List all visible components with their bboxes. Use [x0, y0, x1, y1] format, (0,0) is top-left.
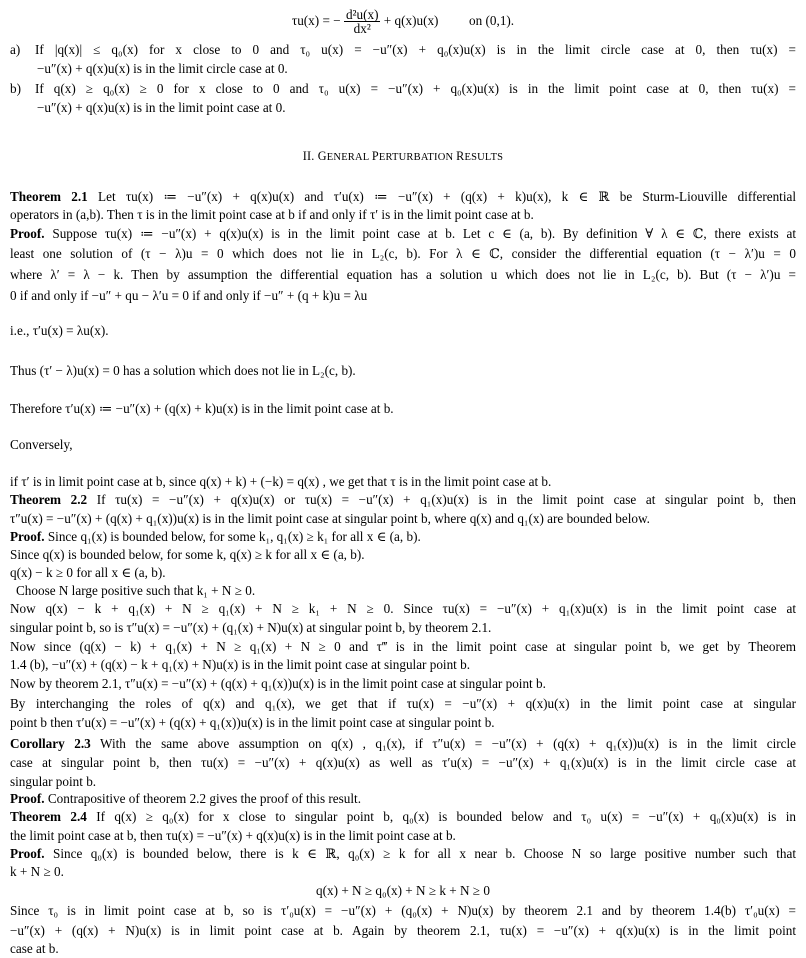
- proof-2-3-label: Proof.: [10, 791, 45, 806]
- fraction-denominator: dx²: [353, 21, 371, 37]
- item-b-line-2: −u″(x) + q(x)u(x) is in the limit point case at 0.: [37, 100, 286, 115]
- theorem-2-1-line-1: [10, 188, 796, 205]
- theorem-2-4-line-1: [10, 808, 796, 825]
- proof-2-1-therefore: Therefore τ′u(x) ≔ −u″(x) + (q(x) + k)u(x) is in the limit point case at b.: [10, 401, 394, 416]
- proof-2-3-text-1: Contrapositive of theorem 2.2 gives the proof of this result.: [47, 791, 361, 806]
- proof-2-4-line-3: Since τ₀ is in limit point case at b, so is τ′₀u(x) = −u″(x) + (q₀(x) + N)u(x) by theorem 2.1 and by theorem 1.4(b) τ′₀u(x) =: [10, 903, 796, 918]
- proof-2-2-line-6: singular point b, so is τ″u(x) = −u″(x) + (q₁(x) + N)u(x) at singular point b, by theorem 2.1.: [10, 620, 492, 635]
- proof-2-1-label: Proof.: [10, 226, 45, 241]
- proof-2-4-line-2: k + N ≥ 0.: [10, 864, 64, 879]
- theorem-2-1-text-1: Let τu(x) ≔ −u″(x) + q(x)u(x) and τ′u(x) ≔ −u″(x) + (q(x) + k)u(x), k ∈ ℝ be Sturm-Liouville differential: [98, 189, 796, 204]
- proof-2-2-line-11: point b then τ′u(x) = −u″(x) + (q(x) + q₁(x))u(x) is in the limit point case at singular point b.: [10, 715, 495, 730]
- proof-2-2-line-5: Now q(x) − k + q₁(x) + N ≥ q₁(x) + N ≥ k₁ + N ≥ 0. Since τu(x) = −u″(x) + q₁(x)u(x) is in the limit point case at: [10, 601, 796, 616]
- item-b-label: b): [10, 81, 21, 96]
- proof-2-1-line-1: [10, 225, 796, 242]
- proof-2-1-thus: Thus (τ′ − λ)u(x) = 0 has a solution which does not lie in L₂(c, b).: [10, 363, 356, 378]
- proof-2-2-line-8: 1.4 (b), −u″(x) + (q(x) − k + q₁(x) + N)u(x) is in the limit point case at singular point b.: [10, 657, 471, 672]
- proof-2-3-line-1: [10, 790, 796, 807]
- proof-2-2-line-3: q(x) − k ≥ 0 for all x ∈ (a, b).: [10, 565, 166, 580]
- section-title-part-3: ESULTS: [464, 152, 504, 163]
- proof-2-2-label: Proof.: [10, 529, 45, 544]
- proof-2-2-line-9: Now by theorem 2.1, τ″u(x) = −u″(x) + (q(x) + q₁(x))u(x) is in the limit point case at singular point b.: [10, 676, 546, 691]
- corollary-2-3-line-3: singular point b.: [10, 774, 97, 789]
- item-b-line-1: [10, 80, 796, 97]
- fraction-numerator: d²u(x): [345, 7, 379, 23]
- item-a-text-1: If |q(x)| ≤ q₀(x) for x close to 0 and τ₀ u(x) = −u″(x) + q₀(x)u(x) is in the limit circle case at 0, then τu(x) =: [35, 42, 796, 57]
- proof-2-4-equation: q(x) + N ≥ q₀(x) + N ≥ k + N ≥ 0: [316, 883, 490, 898]
- corollary-2-3-text-1: With the same above assumption on q(x) , q₁(x), if τ″u(x) = −u″(x) + (q(x) + q₁(x))u(x) is in the limit circle: [100, 736, 796, 751]
- theorem-2-2-line-1: [10, 491, 796, 508]
- theorem-2-2-line-2: τ″u(x) = −u″(x) + (q(x) + q₁(x))u(x) is in the limit point case at singular point b, where q(x) and q₁(x) are bounded below.: [10, 511, 650, 526]
- theorem-2-4-line-2: the limit point case at b, then τu(x) = −u″(x) + q(x)u(x) is in the limit point case at b.: [10, 828, 456, 843]
- theorem-2-2-text-1: If τu(x) = −u″(x) + q(x)u(x) or τu(x) = −u″(x) + q₁(x)u(x) is in the limit point case at singular point b, then: [96, 492, 796, 507]
- item-a-line-1: [10, 41, 796, 58]
- theorem-2-2-label: Theorem 2.2: [10, 492, 88, 507]
- proof-2-2-line-2: Since q(x) is bounded below, for some k, q(x) ≥ k for all x ∈ (a, b).: [10, 547, 365, 562]
- equation-fraction: [344, 8, 381, 35]
- corollary-2-3-line-1: [10, 735, 796, 752]
- proof-2-2-line-10: By interchanging the roles of q(x) and q₁(x), we get that if τu(x) = −u″(x) + q(x)u(x) in the limit point case at singular: [10, 696, 796, 711]
- proof-2-1-conversely: Conversely,: [10, 437, 73, 452]
- item-a-label: a): [10, 42, 21, 57]
- section-title-r: R: [456, 149, 465, 163]
- proof-2-4-text-1: Since q₀(x) is bounded below, there is k ∈ ℝ, q₀(x) ≥ k for all x near b. Choose N so large positive number such that: [53, 846, 796, 861]
- proof-2-1-if: if τ′ is in limit point case at b, since q(x) + k) + (−k) = q(x) , we get that τ is in the limit point case at b.: [10, 474, 552, 489]
- proof-2-1-ie: i.e., τ′u(x) = λu(x).: [10, 323, 109, 338]
- proof-2-1-line-4: 0 if and only if −u″ + qu − λ′u = 0 if and only if −u″ + (q + k)u = λu: [10, 288, 368, 303]
- section-title-part-1: ENERAL: [326, 152, 372, 163]
- proof-2-1-line-2: least one solution of (τ − λ)u = 0 which does not lie in L₂(c, b). For λ ∈ ℂ, consider the differential equation (τ − λ′)u = 0: [10, 246, 796, 261]
- theorem-2-4-text-1: If q(x) ≥ q₀(x) for x close to singular point b, q₀(x) is bounded below and τ₀ u(x) = −u″(x) + q₀(x)u(x) is in: [96, 809, 796, 824]
- section-title-g: G: [317, 149, 327, 163]
- section-number: II.: [302, 149, 315, 163]
- proof-2-4-line-4: −u″(x) + (q(x) + N)u(x) is in limit point case at b. Again by theorem 2.1, τu(x) = −u″(x) + q(x)u(x) is in the limit point: [10, 923, 796, 938]
- section-title-p: P: [371, 149, 379, 163]
- section-title-part-2: ERTURBATION: [378, 152, 457, 163]
- equation-domain: on (0,1).: [469, 13, 515, 28]
- item-a-line-2: −u″(x) + q(x)u(x) is in the limit circle case at 0.: [37, 61, 288, 76]
- proof-2-2-line-4: Choose N large positive such that k₁ + N ≥ 0.: [16, 583, 256, 598]
- corollary-2-3-label: Corollary 2.3: [10, 736, 91, 751]
- proof-2-2-line-1: [10, 528, 796, 545]
- item-b-text-1: If q(x) ≥ q₀(x) ≥ 0 for x close to 0 and τ₀ u(x) = −u″(x) + q₀(x)u(x) is in the limit point case at 0, then τu(x) =: [35, 81, 796, 96]
- proof-2-1-line-3: where λ′ = λ − k. Then by assumption the differential equation has a solution u which does not lie in L₂(c, b). But (τ − λ′)u =: [10, 267, 796, 282]
- section-heading: [10, 148, 796, 166]
- proof-2-1-text-1: Suppose τu(x) ≔ −u″(x) + q(x)u(x) is in the limit point case at b. Let c ∈ (a, b). By definition ∀ λ ∈ ℂ, there exists at: [52, 226, 796, 241]
- equation-lhs: τu(x) = −: [291, 13, 341, 28]
- corollary-2-3-line-2: case at singular point b, then τu(x) = −u″(x) + q(x)u(x) as well as τ′u(x) = −u″(x) + q₁(x)u(x) is in the limit circle case at: [10, 755, 796, 770]
- theorem-2-4-label: Theorem 2.4: [10, 809, 87, 824]
- proof-2-2-line-7: Now since (q(x) − k) + q₁(x) + N ≥ q₁(x) + N ≥ 0 and τ‴ is in the limit point case at singular point b, we get by Theorem: [10, 639, 796, 654]
- theorem-2-1-label: Theorem 2.1: [10, 189, 88, 204]
- proof-2-4-line-1: [10, 845, 796, 862]
- theorem-2-1-line-2: operators in (a,b). Then τ is in the limit point case at b if and only if τ′ is in the limit point case at b.: [10, 207, 534, 222]
- proof-2-4-line-5: case at b.: [10, 941, 59, 956]
- proof-2-2-text-1: Since q₁(x) is bounded below, for some k₁, q₁(x) ≥ k₁ for all x ∈ (a, b).: [47, 529, 421, 544]
- top-equation: [10, 3, 796, 39]
- proof-2-4-label: Proof.: [10, 846, 45, 861]
- equation-rhs: + q(x)u(x): [383, 13, 439, 28]
